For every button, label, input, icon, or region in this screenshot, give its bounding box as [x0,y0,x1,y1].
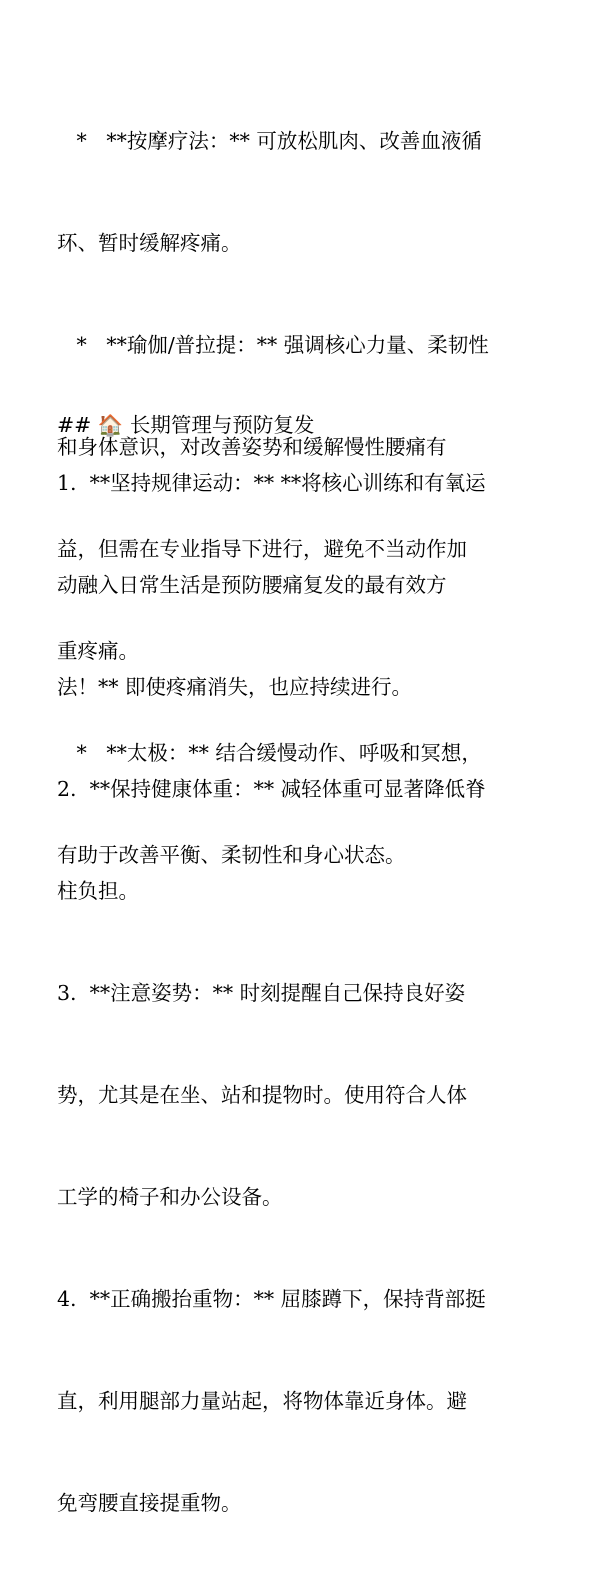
numbered-line: 4. **正确搬抬重物：** 屈膝蹲下，保持背部挺 [57,1287,486,1311]
numbered-line: 工学的椅子和办公设备。 [57,1185,283,1209]
numbered-line: 直，利用腿部力量站起，将物体靠近身体。避 [57,1389,467,1413]
numbered-line: 免弯腰直接提重物。 [57,1491,242,1515]
numbered-line: 动融入日常生活是预防腰痛复发的最有效方 [57,573,447,597]
numbered-line: 柱负担。 [57,879,139,903]
bullet-line: * **瑜伽/普拉提：** 强调核心力量、柔韧性 [57,333,489,357]
bullet-line: 益，但需在专业指导下进行，避免不当动作加 [57,537,467,561]
numbered-list [57,398,547,1588]
numbered-line: 3. **注意姿势：** 时刻提醒自己保持良好姿 [57,981,466,1005]
bullet-line: * **按摩疗法：** 可放松肌肉、改善血液循 [57,129,482,153]
bullet-line: 环、暂时缓解疼痛。 [57,231,242,255]
bullet-line: * **太极：** 结合缓慢动作、呼吸和冥想， [57,741,482,765]
numbered-line: 2. **保持健康体重：** 减轻体重可显著降低脊 [57,777,486,801]
bullet-line: 和身体意识，对改善姿势和缓解慢性腰痛有 [57,435,447,459]
numbered-line: 势，尤其是在坐、站和提物时。使用符合人体 [57,1083,467,1107]
numbered-line: 1. **坚持规律运动：** **将核心训练和有氧运 [57,471,486,495]
numbered-line: 法！** 即使疼痛消失，也应持续进行。 [57,675,413,699]
bullet-line: 有助于改善平衡、柔韧性和身心状态。 [57,843,406,867]
bullet-line: 重疼痛。 [57,639,139,663]
section-heading-text: ## 🏠 长期管理与预防复发 [57,413,315,437]
